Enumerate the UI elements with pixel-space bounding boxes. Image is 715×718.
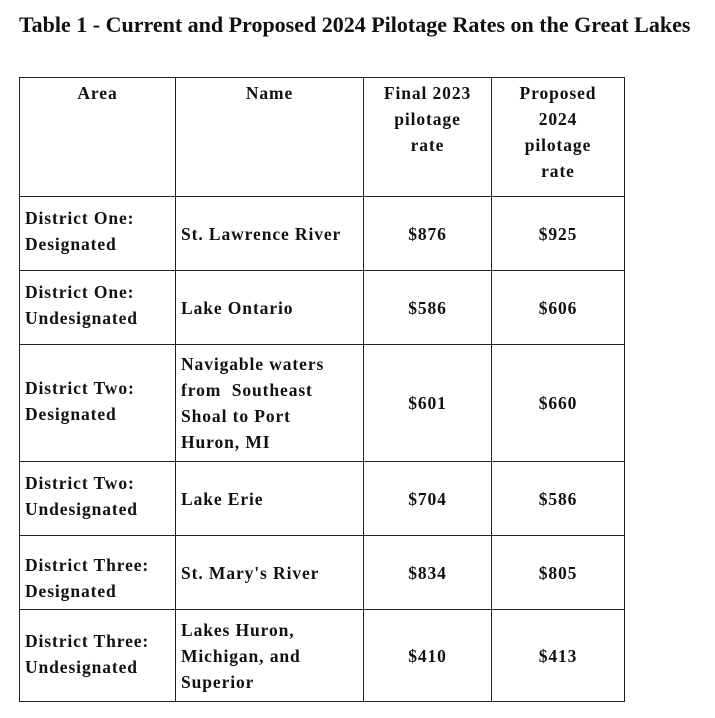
area-line: District One: xyxy=(25,282,135,302)
header-name: Name xyxy=(176,78,364,197)
cell-name xyxy=(176,345,364,462)
header-proposed-2024: Proposed 2024 pilotage rate xyxy=(492,78,625,197)
name-line: Lake Erie xyxy=(181,488,264,509)
area-line: District Three: xyxy=(25,631,150,651)
cell-area xyxy=(20,536,176,610)
cell-proposed-2024-rate: $606 xyxy=(492,271,625,345)
header-final-2023: Final 2023 pilotage rate xyxy=(364,78,492,197)
table-title: Table 1 - Current and Proposed 2024 Pilotage Rates on the Great Lakes xyxy=(19,12,691,37)
table-row xyxy=(20,610,625,702)
name-line: Shoal to Port xyxy=(181,406,291,426)
name-line: Michigan, and xyxy=(181,645,301,666)
cell-proposed-2024-rate: $413 xyxy=(492,610,625,702)
area-line: District Two: xyxy=(25,378,135,398)
header-row xyxy=(20,78,625,197)
pilotage-rates-table xyxy=(19,77,625,702)
name-line: St. Mary's River xyxy=(181,562,320,583)
cell-name xyxy=(176,271,364,345)
table-row xyxy=(20,271,625,345)
table-row xyxy=(20,197,625,271)
cell-final-2023-rate: $601 xyxy=(364,345,492,462)
name-line: from Southeast xyxy=(181,380,313,400)
area-line: District Three: xyxy=(25,555,150,575)
name-line: Huron, MI xyxy=(181,432,271,452)
cell-proposed-2024-rate: $925 xyxy=(492,197,625,271)
cell-area xyxy=(20,345,176,462)
cell-area xyxy=(20,197,176,271)
name-line: Lake Ontario xyxy=(181,297,294,318)
area-line: Designated xyxy=(25,581,117,601)
area-line: District One: xyxy=(25,208,135,228)
cell-final-2023-rate: $586 xyxy=(364,271,492,345)
cell-area xyxy=(20,610,176,702)
cell-final-2023-rate: $834 xyxy=(364,536,492,610)
header-area: Area xyxy=(20,78,176,197)
area-line: District Two: xyxy=(25,473,135,493)
cell-name xyxy=(176,610,364,702)
cell-final-2023-rate: $410 xyxy=(364,610,492,702)
name-line: Lakes Huron, xyxy=(181,619,295,640)
area-line: Designated xyxy=(25,404,117,424)
name-line: St. Lawrence River xyxy=(181,223,342,244)
cell-name xyxy=(176,462,364,536)
area-line: Designated xyxy=(25,234,117,254)
area-line: Undesignated xyxy=(25,657,138,677)
area-line: Undesignated xyxy=(25,308,138,328)
table-row xyxy=(20,536,625,610)
area-line: Undesignated xyxy=(25,499,138,519)
name-line: Navigable waters xyxy=(181,354,325,374)
cell-name xyxy=(176,197,364,271)
cell-final-2023-rate: $704 xyxy=(364,462,492,536)
cell-name xyxy=(176,536,364,610)
cell-area xyxy=(20,271,176,345)
name-line: Superior xyxy=(181,671,255,692)
cell-proposed-2024-rate: $660 xyxy=(492,345,625,462)
cell-area xyxy=(20,462,176,536)
table-row xyxy=(20,345,625,462)
table-row xyxy=(20,462,625,536)
cell-proposed-2024-rate: $586 xyxy=(492,462,625,536)
cell-final-2023-rate: $876 xyxy=(364,197,492,271)
cell-proposed-2024-rate: $805 xyxy=(492,536,625,610)
